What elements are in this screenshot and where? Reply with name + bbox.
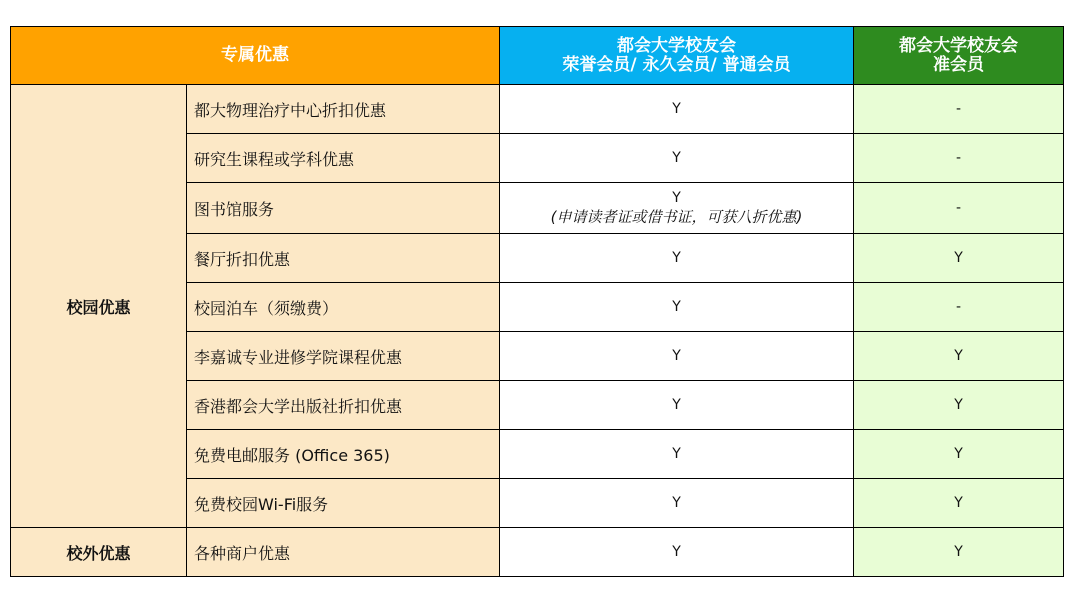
associate-value: - [854,85,1064,134]
header-row [11,27,1064,85]
benefit-item: 餐厅折扣优惠 [187,234,500,283]
category-offcampus: 校外优惠 [11,528,187,577]
benefit-item: 各种商户优惠 [187,528,500,577]
associate-value: Y [854,381,1064,430]
associate-value: Y [854,234,1064,283]
member-value: Y [500,332,854,381]
header-full-members [500,27,854,85]
table-row [11,85,1064,134]
header-associate-members [854,27,1064,85]
header-associate-line2: 准会员 [933,54,984,75]
member-value: Y [500,134,854,183]
member-value: Y [500,283,854,332]
benefit-item: 香港都会大学出版社折扣优惠 [187,381,500,430]
member-value: Y [500,85,854,134]
associate-value: Y [854,430,1064,479]
associate-value: Y [854,479,1064,528]
associate-value: Y [854,332,1064,381]
member-value: Y [500,479,854,528]
member-value: Y [672,190,681,206]
member-value: Y [500,381,854,430]
library-discount-note: (申请读者证或借书证，可获八折优惠) [550,208,803,226]
benefit-item: 都大物理治疗中心折扣优惠 [187,85,500,134]
header-full-members-line2: 荣誉会员/ 永久会员/ 普通会员 [562,54,791,75]
benefit-item: 校园泊车（须缴费） [187,283,500,332]
benefits-table [10,26,1064,577]
benefit-item: 研究生课程或学科优惠 [187,134,500,183]
member-value: Y [500,528,854,577]
header-associate-line1: 都会大学校友会 [899,35,1018,56]
member-value: Y [500,430,854,479]
benefit-item: 免费校园Wi-Fi服务 [187,479,500,528]
benefit-item: 免费电邮服务 (Office 365) [187,430,500,479]
table-row [11,528,1064,577]
header-full-members-line1: 都会大学校友会 [617,35,736,56]
benefit-item: 李嘉诚专业进修学院课程优惠 [187,332,500,381]
associate-value: - [854,183,1064,234]
member-value: Y [500,234,854,283]
associate-value: - [854,283,1064,332]
associate-value: - [854,134,1064,183]
benefits-table-wrapper [10,26,1064,577]
associate-value: Y [854,528,1064,577]
member-value-with-note [500,183,854,234]
category-campus: 校园优惠 [11,85,187,528]
benefit-item: 图书馆服务 [187,183,500,234]
header-exclusive-offers: 专属优惠 [11,27,500,85]
